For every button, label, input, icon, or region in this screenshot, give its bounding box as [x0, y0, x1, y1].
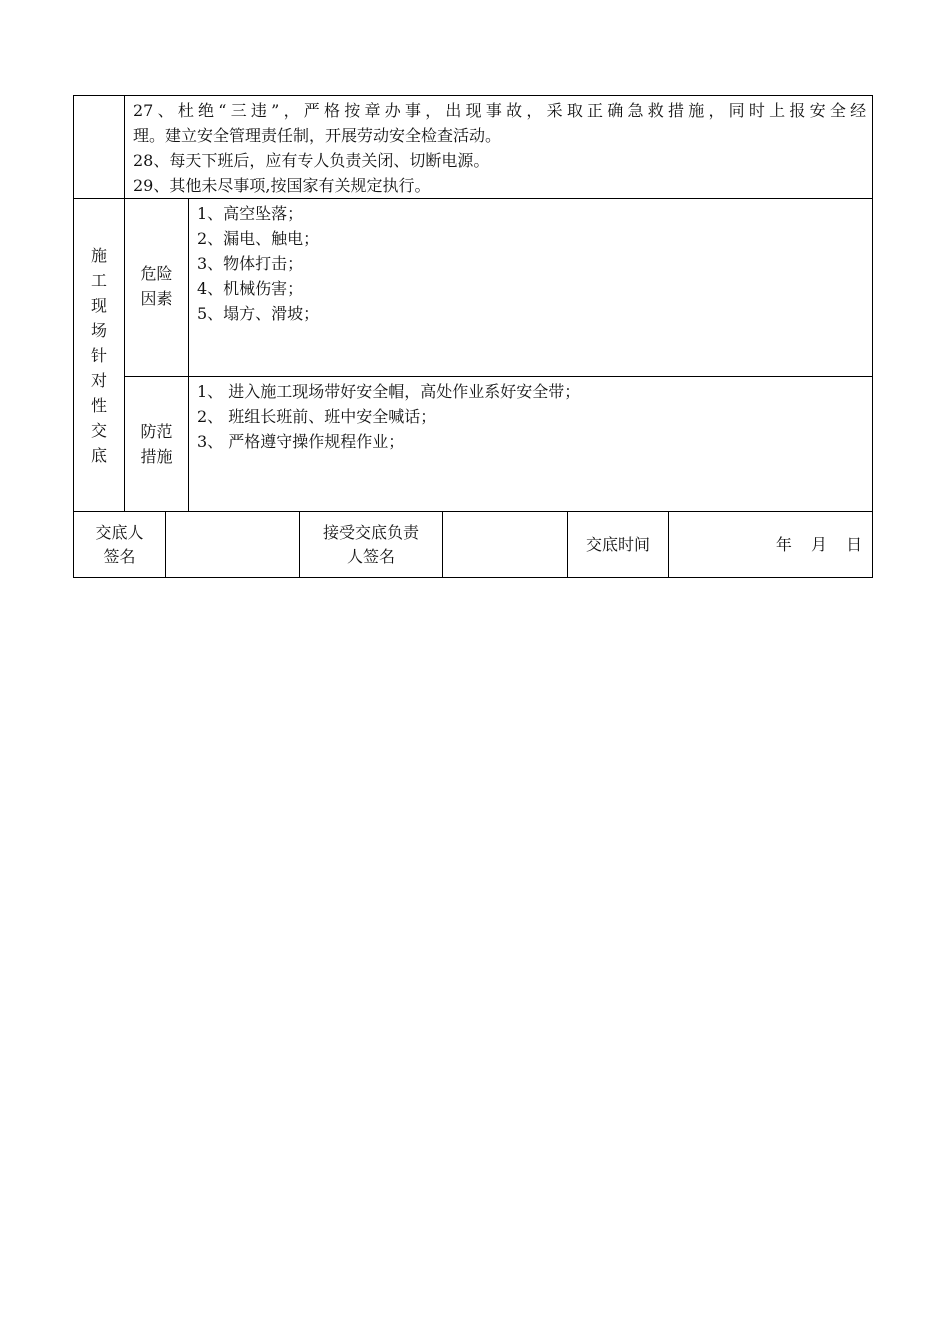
section-label-char: 对 [90, 370, 107, 390]
hazard-item: 4、机械伤害； [197, 279, 304, 298]
measure-item: 3、 严格遵守操作规程作业； [197, 432, 405, 451]
date-day: 日 [846, 534, 863, 554]
measures-row [74, 377, 873, 512]
discloser-label-line: 交底人 [95, 522, 144, 542]
section-label-char: 针 [90, 345, 107, 365]
receiver-label-cell [300, 512, 443, 578]
measures-label-line: 防范 [140, 422, 173, 441]
receiver-label-line: 接受交底负责 [322, 522, 419, 542]
safety-disclosure-table [73, 95, 873, 578]
hazards-row [74, 199, 873, 377]
disclosure-date-field[interactable] [669, 512, 873, 578]
hazard-item: 3、物体打击； [197, 254, 304, 273]
hazards-label-line: 危险 [140, 264, 173, 283]
measures-label [125, 377, 189, 512]
rule-line: 理。建立安全管理责任制，开展劳动安全检查活动。 [133, 126, 502, 145]
date-month: 月 [810, 534, 827, 554]
measure-item: 2、 班组长班前、班中安全喊话； [197, 407, 437, 426]
section-label-char: 工 [90, 270, 107, 290]
measure-item: 1、 进入施工现场带好安全帽，高处作业系好安全带； [197, 382, 581, 401]
receiver-signature-field[interactable] [443, 512, 568, 578]
measures-label-line: 措施 [140, 447, 173, 466]
receiver-label-line: 人签名 [346, 546, 395, 566]
section-label-char: 性 [90, 395, 107, 415]
hazards-label [125, 199, 189, 377]
section-label-char: 施 [90, 245, 107, 265]
hazard-item: 2、漏电、触电； [197, 229, 320, 248]
rule-line: 28、每天下班后，应有专人负责关闭、切断电源。 [133, 151, 490, 170]
discloser-label-cell [74, 512, 166, 578]
signature-row [74, 512, 873, 578]
rule-line: 29、其他未尽事项,按国家有关规定执行。 [133, 176, 431, 195]
section-label-char: 交 [90, 420, 107, 440]
hazard-item: 5、塌方、滑坡； [197, 304, 320, 323]
section-label-char: 现 [90, 295, 107, 315]
rule-line: 27、杜绝“三违”，严格按章办事，出现事故，采取正确急救措施，同时上报安全经 [133, 101, 867, 120]
date-year: 年 [775, 534, 792, 554]
discloser-signature-field[interactable] [166, 512, 300, 578]
hazards-label-line: 因素 [140, 289, 173, 308]
section-label-char: 场 [90, 320, 107, 340]
hazard-item: 1、高空坠落； [197, 204, 304, 223]
rules-label-cell [74, 96, 125, 199]
disclosure-time-label: 交底时间 [568, 512, 669, 578]
section-label-char: 底 [90, 445, 107, 465]
site-section-label [74, 199, 125, 512]
hazards-content [189, 199, 873, 377]
measures-content [189, 377, 873, 512]
rules-row [74, 96, 873, 199]
rules-content-cell [125, 96, 873, 199]
discloser-label-line: 签名 [103, 546, 136, 566]
